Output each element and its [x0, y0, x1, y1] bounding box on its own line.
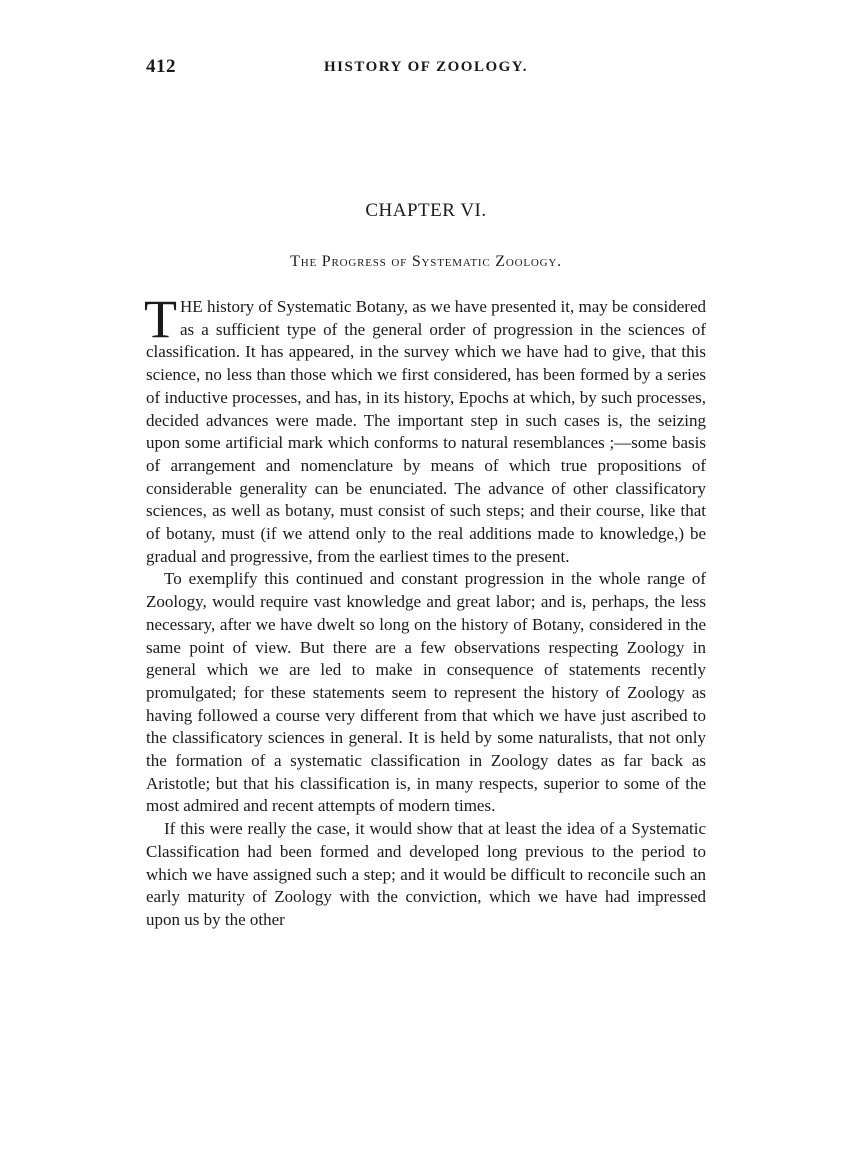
running-title: HISTORY OF ZOOLOGY. — [324, 59, 528, 75]
drop-cap: T — [144, 289, 177, 349]
chapter-heading: CHAPTER VI. — [365, 200, 487, 221]
paragraph-2: To exemplify this continued and constant progression in the whole range of Zoology, would require vast knowledge and great labor; and is, perhaps, the less necessary, after we have dwelt so long on the history of Botany, considered in the same point of view. But there are a few observations respecting Zoology in general which we are led to make in consequence of statements recently promulgated; for these statements seem to represent the history of Zoology as having followed a course very different from that which we have just ascribed to the classificatory sciences in general. It is held by some naturalists, that not only the formation of a systematic classification in Zoology dates as far back as Aristotle; but that his classification is, in many respects, superior to some of the most admired and recent attempts of modern times. — [146, 569, 706, 816]
body-text — [144, 289, 706, 932]
paragraph-1-text: history of Systematic Botany, as we have presented it, may be considered as a sufficient type of the general order of progression in the sciences of classification. It has appeared, in the survey which we have had to give, that this science, no less than those which we first considered, has been formed by a series of inductive processes, and has, in its history, Epochs at which, by such processes, decided advances were made. The important step in such cases is, the seizing upon some artificial mark which conforms to natural resemblances ;—some basis of arrangement and nomenclature by means of which true propositions of considerable generality can be enunciated. The advance of other classificatory sciences, as well as botany, must consist of such steps; and their course, like that of botany, must (if we attend only to the real additions made to knowledge,) be gradual and progressive, from the earliest times to the present. — [146, 297, 706, 566]
paragraph-1-lead: HE — [180, 297, 203, 316]
page-number: 412 — [146, 56, 176, 77]
paragraph-1 — [144, 289, 706, 568]
running-head — [146, 56, 706, 84]
paragraph-3: If this were really the case, it would show that at least the idea of a Systematic Classification had been formed and developed long previous to the period to which we have assigned such a step; and it would be difficult to reconcile such an early maturity of Zoology with the conviction, which we have had impressed upon us by the other — [146, 819, 706, 929]
chapter-subtitle: The Progress of Systematic Zoology. — [290, 253, 562, 270]
